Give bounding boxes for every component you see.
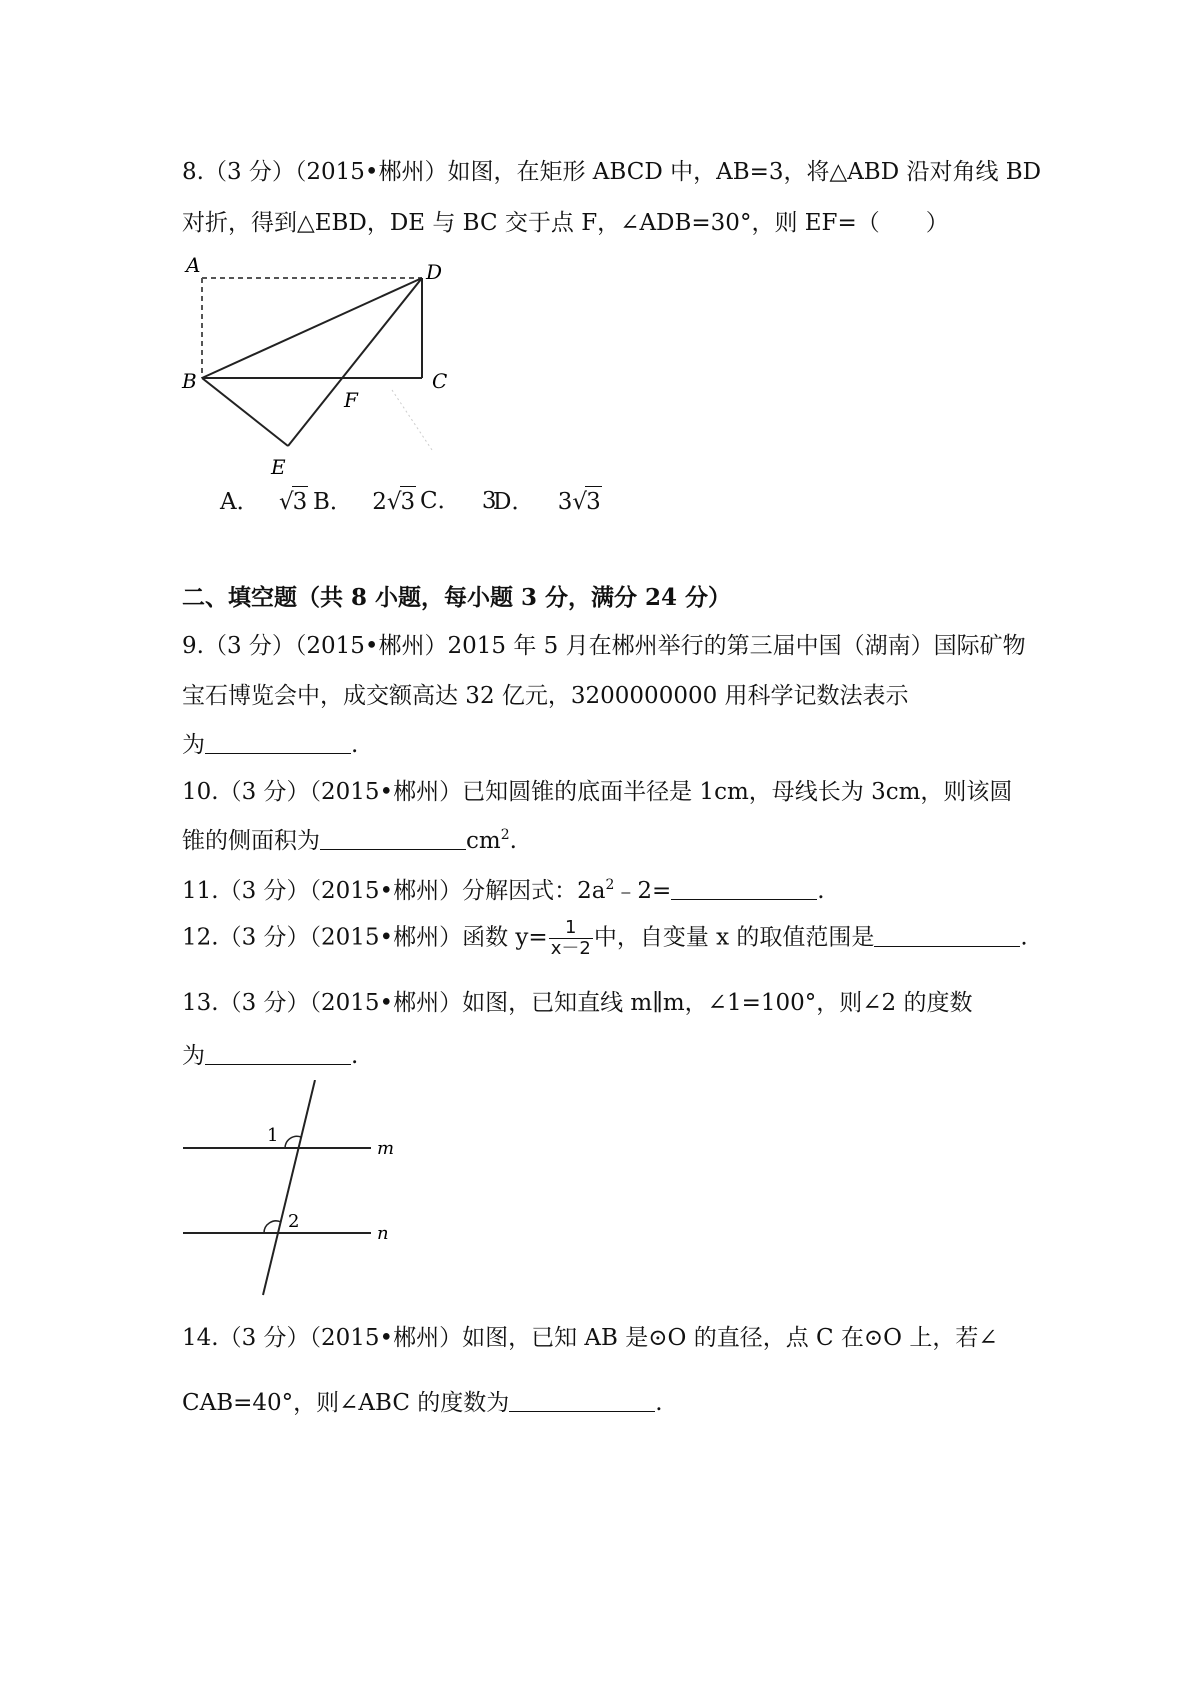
q12-end: . [1020,924,1028,951]
q13-label-m: m [377,1138,395,1159]
q8-label-b: B [182,369,197,393]
q8-segment-de [288,278,422,446]
q12-line [182,918,1028,959]
q8-option-b-sqrt-symbol: √ [386,489,402,515]
q8-option-b [313,486,416,517]
q13-angle2-label: 2 [288,1211,300,1232]
q8-option-a-letter: A． [220,489,260,515]
q12-fraction [549,918,593,959]
q13-answer-blank[interactable] [205,1042,351,1065]
q10-line1: 10.（3 分）（2015•郴州）已知圆锥的底面半径是 1cm，母线长为 3cm，则该圆 [182,779,1013,805]
q8-option-b-letter: B． [313,489,353,515]
q8-label-a: A [186,253,201,277]
q10-line2-post: . [509,828,517,854]
q14-line2-pre: CAB=40°，则∠ABC 的度数为 [182,1390,510,1416]
q8-label-c: C [432,369,448,393]
q8-option-c-value: 3 [481,488,497,514]
q13-line2-post: . [351,1043,359,1069]
q13-angle1-label: 1 [267,1125,279,1146]
q8-option-d-radicand: 3 [585,486,602,517]
q8-segment-bd [202,278,422,378]
q8-faint-mark [392,390,432,450]
q10-unit-exponent: 2 [500,827,510,843]
q12-answer-blank[interactable] [874,924,1020,947]
q13-line2 [182,1041,358,1071]
q9-line1: 9.（3 分）（2015•郴州）2015 年 5 月在郴州举行的第三届中国（湖南）国际矿物 [182,633,1026,659]
q13-line2-pre: 为 [182,1043,205,1069]
q10-answer-blank[interactable] [320,827,466,850]
q9-line3-post: . [351,732,359,758]
q14-line2-post: . [655,1390,663,1416]
q8-option-b-coef: 2 [372,489,387,515]
q9-line3 [182,730,358,760]
q14-line2 [182,1388,663,1418]
q9-line3-pre: 为 [182,732,205,758]
q11-exponent: 2 [605,877,615,893]
q11-line [182,876,825,906]
q8-label-d: D [426,260,443,284]
q13-line1: 13.（3 分）（2015•郴州）如图，已知直线 m∥m，∠1=100°，则∠2 的度数 [182,990,973,1016]
q13-parallel-lines-figure [175,1080,405,1305]
q8-label-e: E [271,455,286,479]
q12-fraction-denominator: x－2 [550,938,591,959]
q11-mid: ﹣2= [614,878,672,904]
q8-line2: 对折，得到△EBD，DE 与 BC 交于点 F，∠ADB=30°，则 EF=（ ） [182,210,949,236]
q9-line2: 宝石博览会中，成交额高达 32 亿元，3200000000 用科学记数法表示 [182,683,909,709]
q8-segment-be [202,378,288,446]
q8-option-a-sqrt-symbol: √ [278,489,294,515]
q13-transversal [263,1080,315,1295]
q10-unit: cm [466,828,501,854]
q8-option-d-sqrt-symbol: √ [572,489,588,515]
q8-label-f: F [344,388,358,412]
q8-option-a [220,486,308,517]
q12-fraction-numerator: 1 [549,918,593,939]
q8-rectangle-figure [170,250,470,480]
q10-line2 [182,826,517,856]
q8-option-c-letter: C． [420,488,461,514]
q9-answer-blank[interactable] [205,731,351,754]
q8-line1: 8.（3 分）（2015•郴州）如图，在矩形 ABCD 中，AB=3，将△ABD 沿对角线 BD [182,159,1042,185]
q10-line2-pre: 锥的侧面积为 [182,828,320,854]
q14-answer-blank[interactable] [509,1389,655,1412]
q8-option-b-radicand: 3 [400,486,417,517]
section2-title: 二、填空题（共 8 小题，每小题 3 分，满分 24 分） [182,584,732,611]
q11-answer-blank[interactable] [671,877,817,900]
q8-option-d-coef: 3 [557,489,573,515]
q12-pre: 12.（3 分）（2015•郴州）函数 y= [182,924,548,951]
q14-line1: 14.（3 分）（2015•郴州）如图，已知 AB 是⊙O 的直径，点 C 在⊙O 上，若∠ [182,1325,998,1351]
q8-option-d [493,486,602,517]
q8-option-c [420,486,497,516]
q11-pre: 11.（3 分）（2015•郴州）分解因式：2a [182,878,606,904]
q8-option-d-letter: D． [493,489,535,515]
q8-option-a-radicand: 3 [292,486,309,517]
q13-label-n: n [377,1223,389,1244]
q12-post: 中，自变量 x 的取值范围是 [593,924,875,951]
q11-post: . [817,878,825,904]
